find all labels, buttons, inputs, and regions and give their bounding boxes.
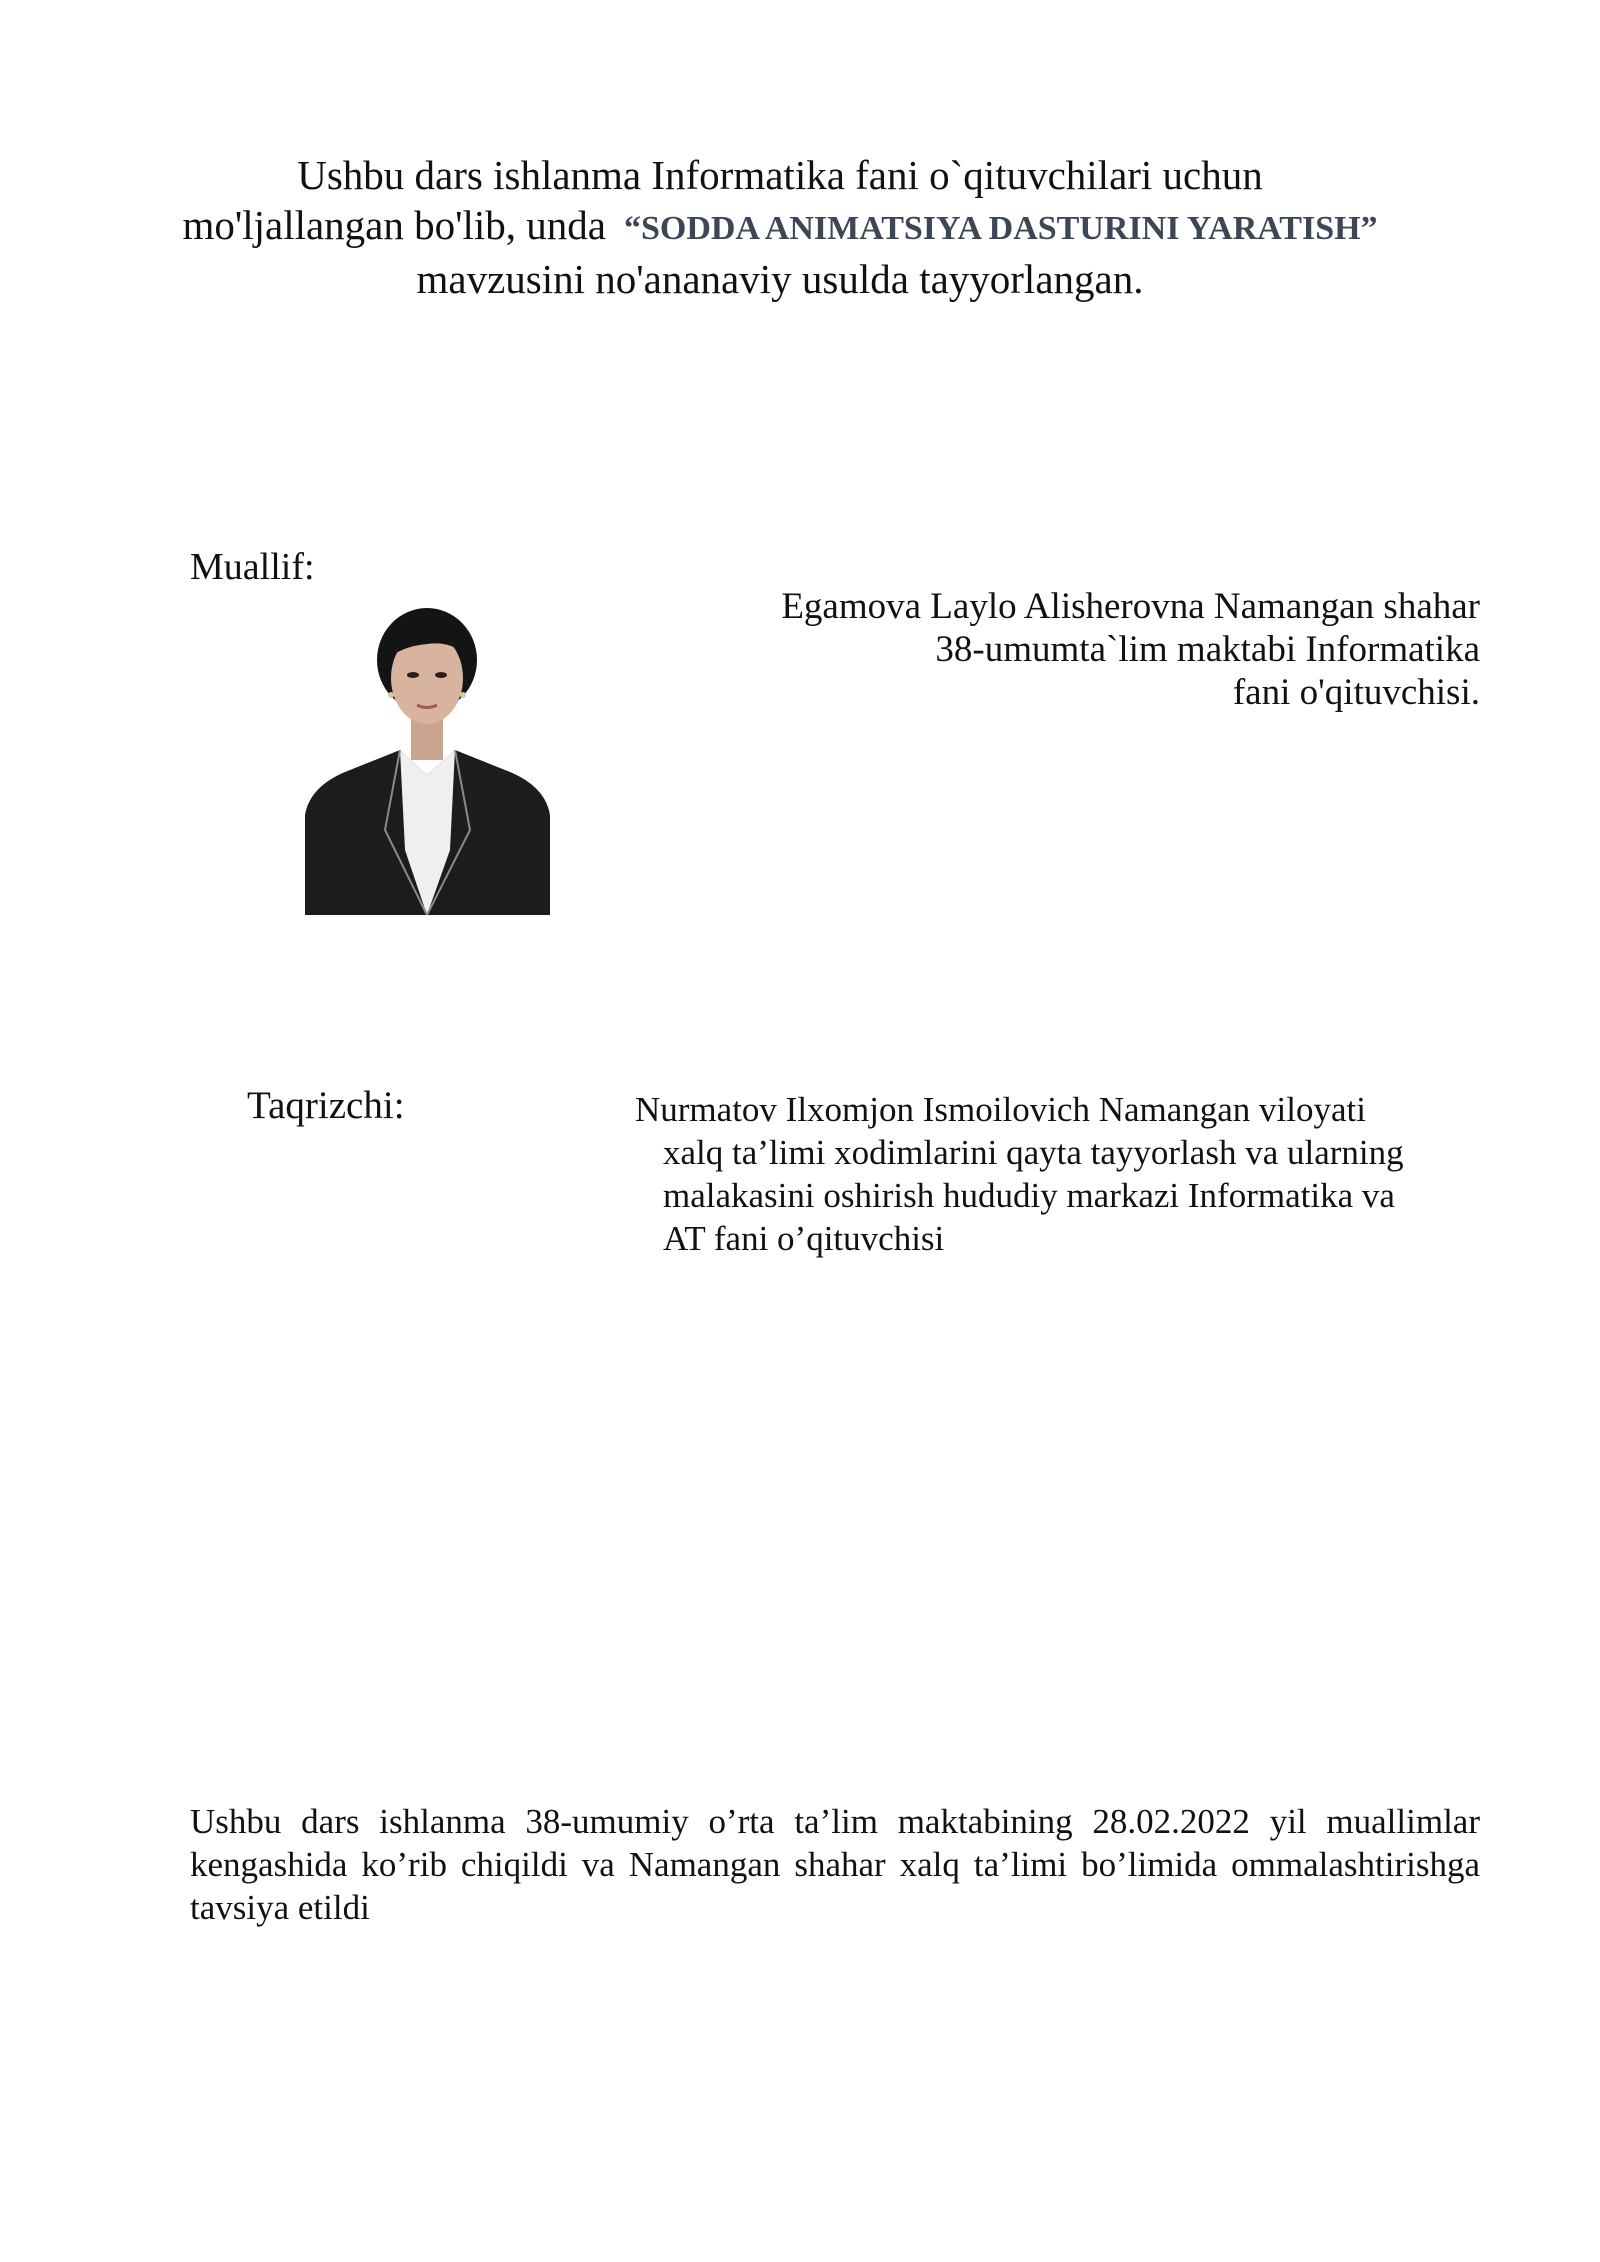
intro-line-2 [110, 200, 1450, 254]
intro-line-3: mavzusini no'ananaviy usulda tayyorlangan. [416, 256, 1144, 302]
author-photo [305, 600, 550, 915]
reviewer-label: Taqrizchi: [247, 1084, 405, 1127]
reviewer-line-3: malakasini oshirish hududiy markazi Informatika va [663, 1176, 1395, 1215]
author-label: Muallif: [190, 546, 315, 588]
approval-note: Ushbu dars ishlanma 38-umumiy o’rta ta’lim maktabining 28.02.2022 yil muallimlar kengashida ko’rib chiqildi va Namangan shahar xalq ta’limi bo’limida ommalashtirishga tavsiya etildi [190, 1802, 1480, 1927]
author-line-2: 38-umumta`lim maktabi Informatika [935, 629, 1480, 670]
lesson-topic: “SODDA ANIMATSIYA DASTURINI YARATISH” [624, 210, 1378, 247]
intro-line-2-prefix: mo'ljallangan bo'lib, unda [182, 202, 606, 248]
reviewer-line-2: xalq ta’limi xodimlarini qayta tayyorlash va ularning [663, 1133, 1404, 1172]
intro-paragraph [110, 150, 1450, 304]
reviewer-line-1: Nurmatov Ilxomjon Ismoilovich Namangan viloyati [635, 1090, 1366, 1129]
author-portrait-icon [305, 600, 550, 915]
reviewer-line-4: AT fani o’qituvchisi [663, 1219, 945, 1258]
author-line-3: fani o'qituvchisi. [1232, 672, 1480, 713]
author-details [650, 585, 1480, 714]
author-line-1: Egamova Laylo Alisherovna Namangan shahar [781, 586, 1480, 627]
intro-line-1: Ushbu dars ishlanma Informatika fani o`qituvchilari uchun [297, 152, 1263, 198]
reviewer-details [635, 1088, 1495, 1260]
